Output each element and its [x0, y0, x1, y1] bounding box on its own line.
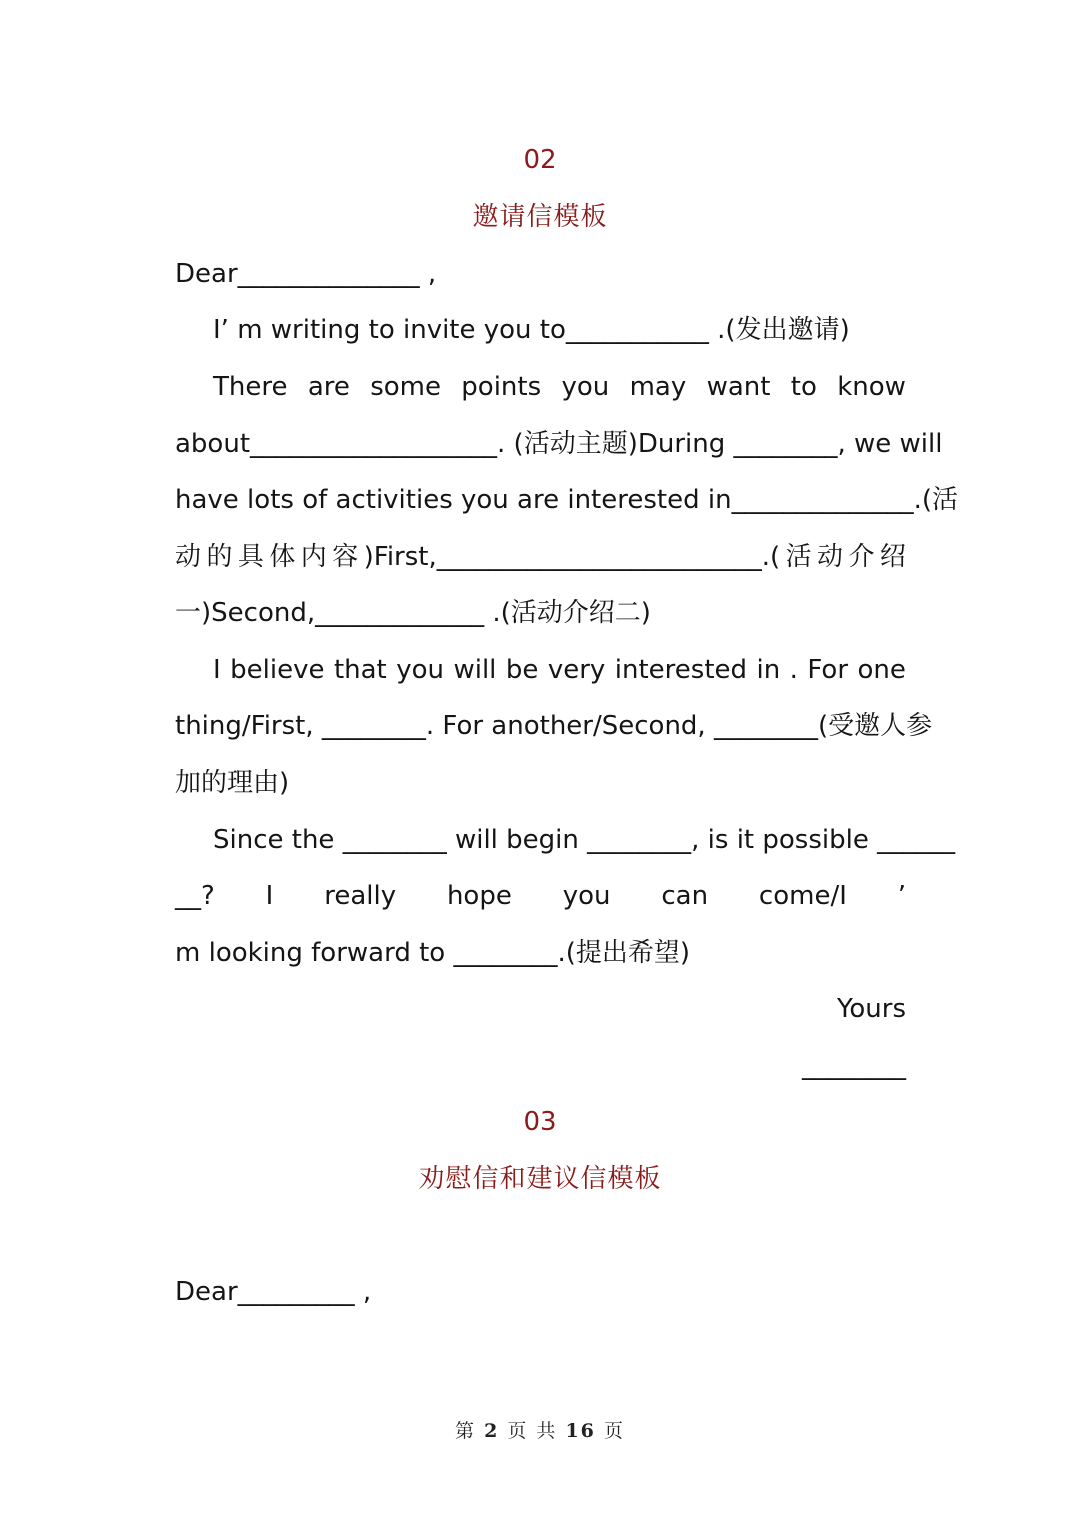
paragraph-line: have lots of activities you are interested in______________.(活 [175, 485, 958, 515]
section-number: 03 [523, 1107, 557, 1137]
paragraph-invitation: I’ m writing to invite you to___________ .(发出邀请) [213, 315, 850, 345]
salutation: Dear______________ , [175, 259, 437, 289]
word: be [505, 655, 539, 685]
word: that [333, 655, 387, 685]
word: some [370, 372, 441, 402]
paragraph-line: thing/First, ________. For another/Second, ________(受邀人参 [175, 711, 933, 741]
word: 容 [332, 542, 359, 572]
word: 内 [300, 542, 327, 572]
word: 的 [206, 542, 233, 572]
word: may [629, 372, 687, 402]
word: will [453, 655, 497, 685]
word: I [265, 881, 274, 911]
word: 动 [817, 542, 844, 572]
closing: Yours [836, 994, 906, 1024]
word: I [213, 655, 221, 685]
word: There [213, 372, 288, 402]
word: )First,_________________________.( [363, 542, 781, 572]
section-title: 劝慰信和建议信模板 [418, 1164, 662, 1194]
word: one [857, 655, 906, 685]
word: hope [446, 881, 512, 911]
paragraph-line [175, 371, 906, 403]
word: want [706, 372, 771, 402]
word: 体 [269, 542, 296, 572]
paragraph-line [175, 880, 906, 912]
word: 绍 [879, 542, 906, 572]
footer-total-pages: 16 [565, 1420, 596, 1442]
word: know [837, 372, 906, 402]
paragraph-line [175, 541, 906, 573]
footer-page-number: 2 [484, 1420, 500, 1442]
word: points [461, 372, 542, 402]
word: For [807, 655, 849, 685]
word: . [789, 655, 798, 685]
paragraph-line: about___________________. (活动主题)During ________, we will [175, 429, 943, 459]
paragraph-line: 加的理由) [175, 768, 290, 798]
word: you [562, 881, 611, 911]
word: 介 [848, 542, 875, 572]
word: 活 [785, 542, 812, 572]
paragraph-line: m looking forward to ________.(提出希望) [175, 938, 691, 968]
paragraph-line: 一)Second,_____________ .(活动介绍二) [175, 598, 651, 628]
word: you [396, 655, 444, 685]
word: ’ [897, 881, 906, 911]
footer-prefix: 第 [455, 1420, 477, 1442]
section-title: 邀请信模板 [472, 202, 608, 232]
paragraph-line [175, 654, 906, 686]
word: in [756, 655, 781, 685]
word: to [790, 372, 817, 402]
word: 具 [237, 542, 264, 572]
word: you [561, 372, 610, 402]
word: interested [614, 655, 748, 685]
footer-suffix: 页 [603, 1420, 625, 1442]
word: come/I [758, 881, 847, 911]
word: really [324, 881, 397, 911]
signature-blank: ________ [802, 1051, 906, 1081]
paragraph-line: Since the ________ will begin ________, is it possible ______ [213, 825, 956, 855]
footer-mid: 页 共 [507, 1420, 558, 1442]
section-number: 02 [523, 145, 557, 175]
salutation: Dear_________ , [175, 1277, 372, 1307]
page-footer [0, 1418, 1080, 1444]
word: 动 [175, 542, 202, 572]
word: can [661, 881, 709, 911]
word: __? [175, 881, 215, 911]
word: believe [230, 655, 325, 685]
word: very [547, 655, 606, 685]
word: are [307, 372, 350, 402]
